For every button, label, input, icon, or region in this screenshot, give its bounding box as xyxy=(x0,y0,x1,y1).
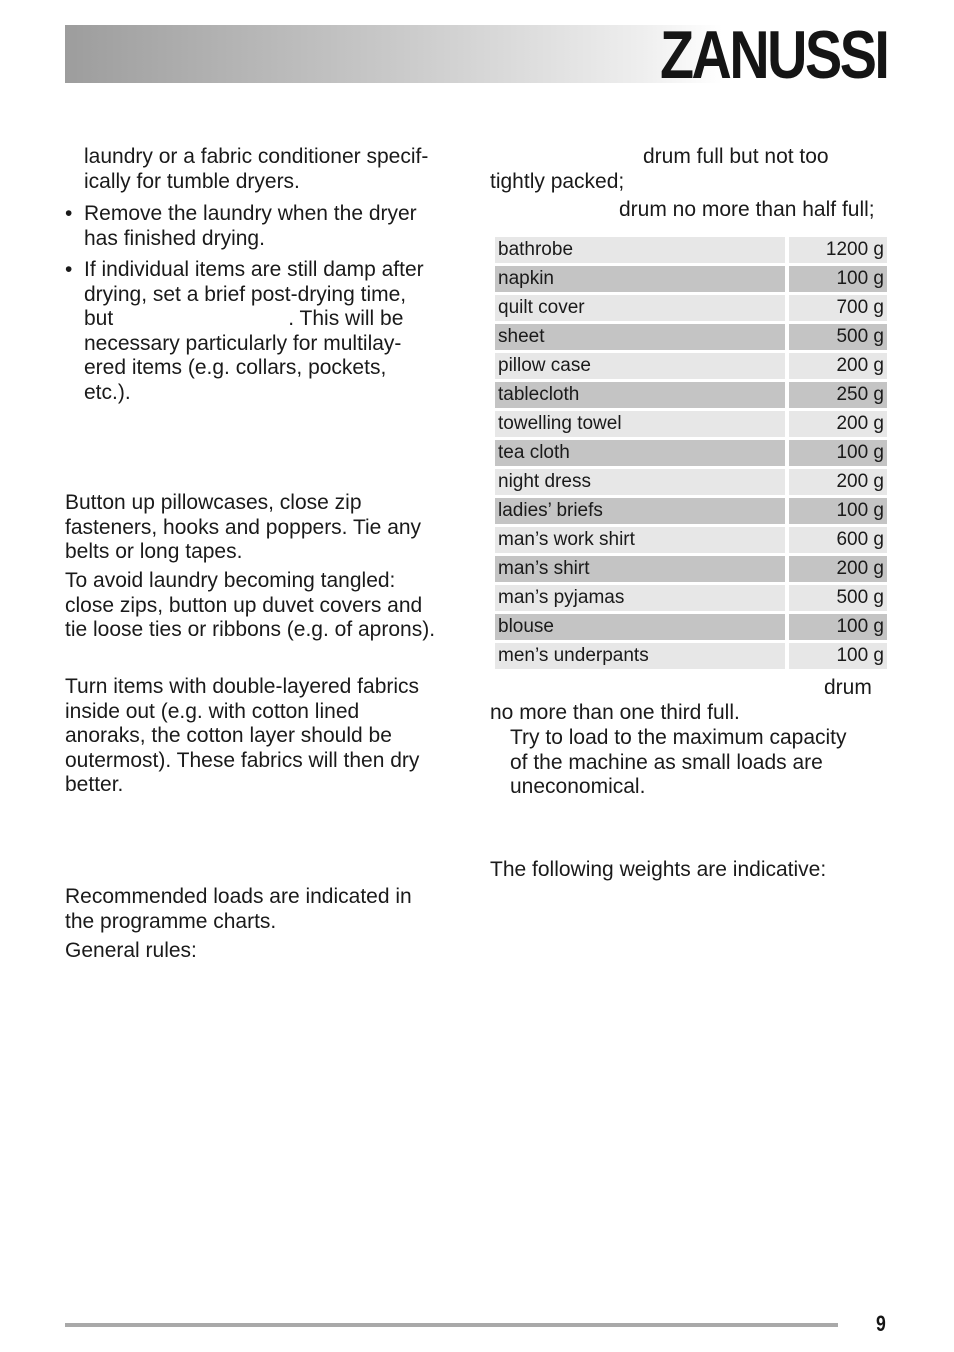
item-weight-cell: 100 g xyxy=(785,498,887,527)
item-weight-cell: 100 g xyxy=(785,643,887,672)
item-name-cell: man’s pyjamas xyxy=(495,585,785,614)
rule-full-drum: drum full but not too xyxy=(643,145,829,168)
item-name-cell: quilt cover xyxy=(495,295,785,324)
table-row xyxy=(495,353,887,382)
general-rules-label: General rules: xyxy=(65,939,197,962)
table-row xyxy=(495,324,887,353)
item-weight-cell: 200 g xyxy=(785,353,887,382)
table-row xyxy=(495,237,887,266)
table-row xyxy=(495,266,887,295)
item-weight-cell: 200 g xyxy=(785,556,887,585)
table-row xyxy=(495,469,887,498)
table-row xyxy=(495,614,887,643)
item-weight-cell: 600 g xyxy=(785,527,887,556)
loads-paragraph: Recommended loads are indicated in the programme charts. xyxy=(65,885,412,933)
item-name-cell: napkin xyxy=(495,266,785,295)
item-name-cell: sheet xyxy=(495,324,785,353)
item-name-cell: tablecloth xyxy=(495,382,785,411)
list-item: • If individual items are still damp after drying, set a brief post-drying time, but . This will be necessary particularly for multilay- ered items (e.g. collars, pockets, etc.). xyxy=(65,258,465,405)
table-row xyxy=(495,295,887,324)
item-name-cell: blouse xyxy=(495,614,785,643)
intro-text: laundry or a fabric conditioner specif- ically for tumble dryers. xyxy=(84,145,429,193)
table-row xyxy=(495,498,887,527)
item-name-cell: tea cloth xyxy=(495,440,785,469)
item-name-cell: bathrobe xyxy=(495,237,785,266)
table-row xyxy=(495,585,887,614)
item-weight-cell: 500 g xyxy=(785,324,887,353)
turn-inside-out-paragraph: Turn items with double-layered fabrics inside out (e.g. with cotton lined anoraks, the cotton layer should be outermost). These fabrics will then dry better. xyxy=(65,675,420,796)
table-row xyxy=(495,440,887,469)
tangle-paragraph: To avoid laundry becoming tangled: close zips, button up duvet covers and tie loose ties or ribbons (e.g. of aprons). xyxy=(65,569,436,641)
item-name-cell: men’s underpants xyxy=(495,643,785,672)
table-row xyxy=(495,382,887,411)
item-weight-cell: 100 g xyxy=(785,614,887,643)
table-row xyxy=(495,643,887,672)
weights-table xyxy=(495,237,887,672)
item-weight-cell: 100 g xyxy=(785,440,887,469)
item-weight-cell: 200 g xyxy=(785,469,887,498)
drying-tips-list xyxy=(65,202,465,412)
table-row xyxy=(495,411,887,440)
page-number: 9 xyxy=(876,1311,886,1336)
fasten-paragraph: Button up pillowcases, close zip fasteners, hooks and poppers. Tie any belts or long tapes. xyxy=(65,491,422,563)
item-weight-cell: 500 g xyxy=(785,585,887,614)
item-name-cell: night dress xyxy=(495,469,785,498)
list-item: • Remove the laundry when the dryer has finished drying. xyxy=(65,202,465,251)
item-name-cell: towelling towel xyxy=(495,411,785,440)
item-weight-cell: 100 g xyxy=(785,266,887,295)
capacity-tip: Try to load to the maximum capacity of the machine as small loads are uneconomical. xyxy=(510,726,847,798)
item-name-cell: man’s shirt xyxy=(495,556,785,585)
rule-full-drum-cont: tightly packed; xyxy=(490,170,625,193)
item-name-cell: ladies’ briefs xyxy=(495,498,785,527)
rule-third-drum-cont: no more than one third full. xyxy=(490,701,740,724)
item-name-cell: pillow case xyxy=(495,353,785,382)
item-name-cell: man’s work shirt xyxy=(495,527,785,556)
weights-intro: The following weights are indicative: xyxy=(490,858,827,881)
item-weight-cell: 1200 g xyxy=(785,237,887,266)
item-weight-cell: 250 g xyxy=(785,382,887,411)
item-weight-cell: 700 g xyxy=(785,295,887,324)
rule-third-drum: drum xyxy=(824,676,872,699)
footer-divider xyxy=(65,1323,838,1327)
rule-half-drum: drum no more than half full; xyxy=(619,198,875,221)
item-weight-cell: 200 g xyxy=(785,411,887,440)
brand-logo: ZANUSSI xyxy=(659,17,887,93)
table-row xyxy=(495,527,887,556)
table-row xyxy=(495,556,887,585)
